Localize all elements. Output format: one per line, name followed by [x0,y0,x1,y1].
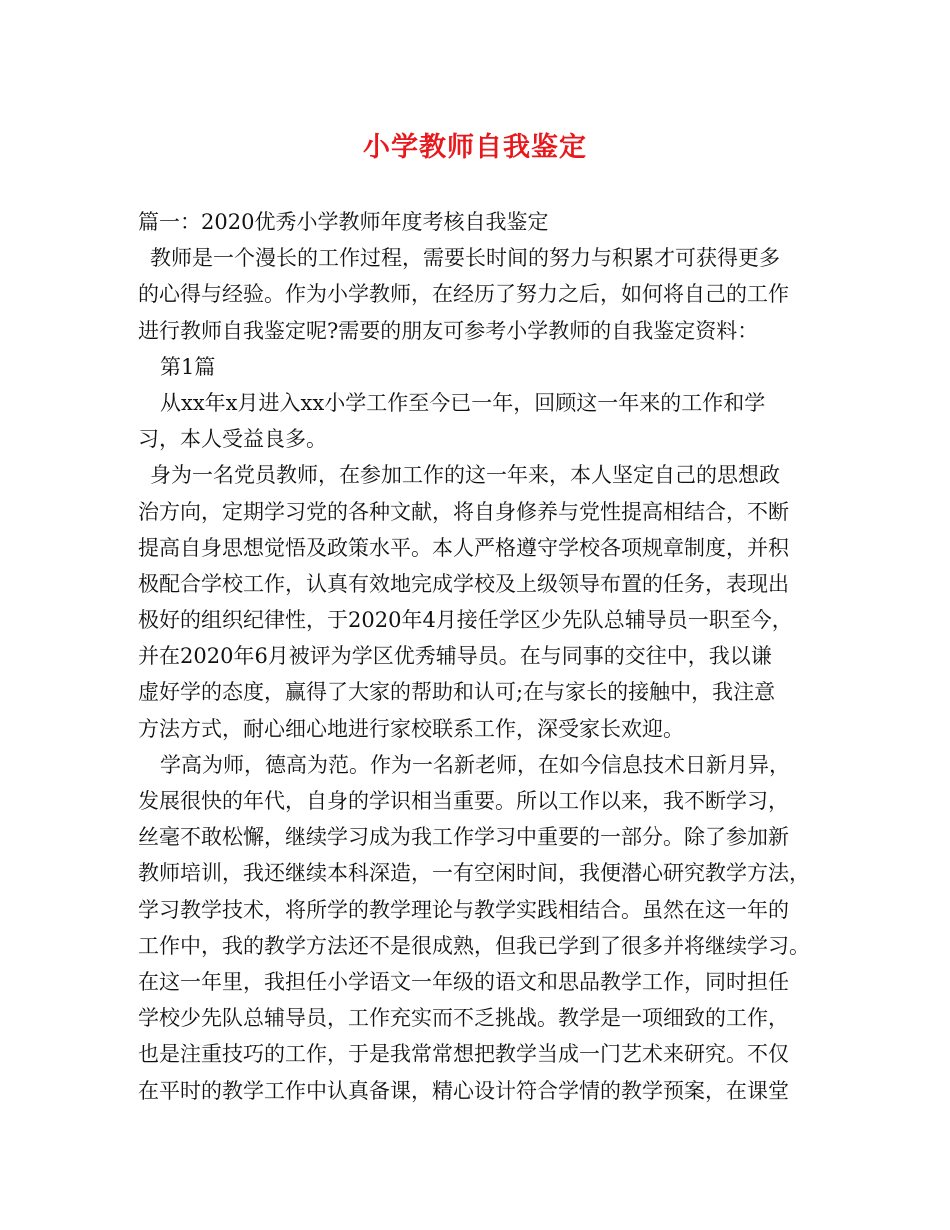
document-title: 小学教师自我鉴定 [363,132,587,163]
text-line: 进行教师自我鉴定呢?需要的朋友可参考小学教师的自我鉴定资料： [138,318,759,343]
text-line: 教师培训，我还继续本科深造，一有空闲时间，我便潜心研究教学方法， [138,861,810,886]
text-line: 篇一：2020优秀小学教师年度考核自我鉴定 [138,210,549,234]
text-line: 在这一年里，我担任小学语文一年级的语文和思品教学工作，同时担任 [138,969,789,994]
text-line: 虚好学的态度，赢得了大家的帮助和认可;在与家长的接触中，我注意 [138,680,776,705]
text-line: 极配合学校工作，认真有效地完成学校及上级领导布置的任务，表现出 [138,571,789,596]
text-line: 方法方式，耐心细心地进行家校联系工作，深受家长欢迎。 [138,716,684,741]
text-line: 发展很快的年代，自身的学识相当重要。所以工作以来，我不断学习， [138,789,789,813]
text-line: 学高为师，德高为范。作为一名新老师，在如今信息技术日新月异， [160,752,790,777]
text-line: 第1篇 [160,354,216,379]
text-line: 身为一名党员教师，在参加工作的这一年来，本人坚定自己的思想政 [150,463,780,488]
text-line: 的心得与经验。作为小学教师，在经历了努力之后，如何将自己的工作 [138,282,789,307]
text-line: 并在2020年6月被评为学区优秀辅导员。在与同事的交往中，我以谦 [138,644,772,669]
text-line: 工作中，我的教学方法还不是很成熟，但我已学到了很多并将继续学习。 [138,933,810,958]
text-line: 丝毫不敢松懈，继续学习成为我工作学习中重要的一部分。除了参加新 [138,825,789,850]
text-line: 习，本人受益良多。 [138,427,327,452]
text-line: 学习教学技术，将所学的教学理论与教学实践相结合。虽然在这一年的 [138,897,789,922]
text-line: 学校少先队总辅导员，工作充实而不乏挑战。教学是一项细致的工作， [138,1006,789,1031]
text-line: 从xx年x月进入xx小学工作至今已一年，回顾这一年来的工作和学 [160,390,766,415]
text-line: 治方向，定期学习党的各种文献，将自身修养与党性提高相结合，不断 [138,499,789,524]
text-line: 教师是一个漫长的工作过程，需要长时间的努力与积累才可获得更多 [150,246,780,271]
text-line: 提高自身思想觉悟及政策水平。本人严格遵守学校各项规章制度，并积 [138,535,789,560]
text-line: 在平时的教学工作中认真备课，精心设计符合学情的教学预案，在课堂 [138,1078,789,1103]
text-line: 也是注重技巧的工作，于是我常常想把教学当成一门艺术来研究。不仅 [138,1042,789,1067]
document-body [138,204,828,1109]
text-line: 极好的组织纪律性，于2020年4月接任学区少先队总辅导员一职至今， [138,608,793,633]
